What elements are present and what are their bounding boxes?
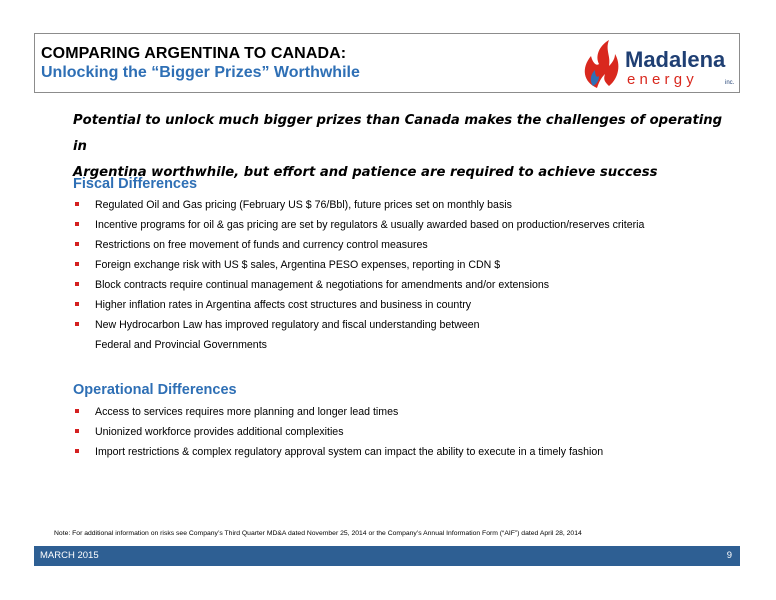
intro-statement: [73, 108, 733, 186]
madalena-logo: [575, 38, 741, 92]
list-item: Block contracts require continual management & negotiations for amendments and/or extensions: [73, 275, 753, 295]
bullet-icon: [75, 322, 79, 326]
bullet-icon: [75, 302, 79, 306]
list-item-continuation: Federal and Provincial Governments: [95, 339, 267, 351]
bullet-icon: [75, 222, 79, 226]
bullet-icon: [75, 282, 79, 286]
bullet-icon: [75, 449, 79, 453]
bullet-icon: [75, 202, 79, 206]
logo-tagline: e n e r g y: [627, 71, 694, 88]
bullet-icon: [75, 409, 79, 413]
list-item: Import restrictions & complex regulatory approval system can impact the ability to execute in a timely fashion: [73, 442, 753, 462]
list-item: Foreign exchange risk with US $ sales, Argentina PESO expenses, reporting in CDN $: [73, 255, 753, 275]
list-item: Regulated Oil and Gas pricing (February US $ 76/Bbl), future prices set on monthly basis: [73, 195, 753, 215]
page-number: 9: [726, 550, 732, 561]
list-item: Incentive programs for oil & gas pricing are set by regulators & usually awarded based on production/reserves criteria: [73, 215, 753, 235]
list-item: New Hydrocarbon Law has improved regulatory and fiscal understanding between: [73, 315, 753, 335]
list-item: Restrictions on free movement of funds and currency control measures: [73, 235, 753, 255]
bullet-icon: [75, 429, 79, 433]
header-box: [34, 33, 740, 93]
list-item: Higher inflation rates in Argentina affects cost structures and business in country: [73, 295, 753, 315]
list-item: Unionized workforce provides additional complexities: [73, 422, 753, 442]
page-title: COMPARING ARGENTINA TO CANADA:: [41, 45, 347, 62]
list-item: Access to services requires more planning and longer lead times: [73, 402, 753, 422]
logo-name: Madalena: [625, 47, 726, 72]
footer-bar: [34, 546, 740, 566]
flame-icon: [585, 40, 619, 88]
bullet-icon: [75, 242, 79, 246]
logo-suffix: inc.: [725, 80, 735, 86]
fiscal-heading: Fiscal Differences: [73, 176, 198, 192]
bullet-icon: [75, 262, 79, 266]
operational-list: [73, 402, 753, 462]
footer-date: MARCH 2015: [40, 550, 99, 561]
operational-heading: Operational Differences: [73, 382, 237, 398]
page-subtitle: Unlocking the “Bigger Prizes” Worthwhile: [41, 64, 360, 81]
footnote: Note: For additional information on risks see Company’s Third Quarter MD&A dated November 25, 2014 or the Company’s Annual Information Form (“AIF”) dated April 28, 2014: [54, 530, 582, 537]
intro-line: Argentina worthwhile, but effort and patience are required to achieve success: [73, 165, 658, 180]
fiscal-list: [73, 195, 753, 355]
intro-line: Potential to unlock much bigger prizes than Canada makes the challenges of operating in: [73, 113, 723, 154]
